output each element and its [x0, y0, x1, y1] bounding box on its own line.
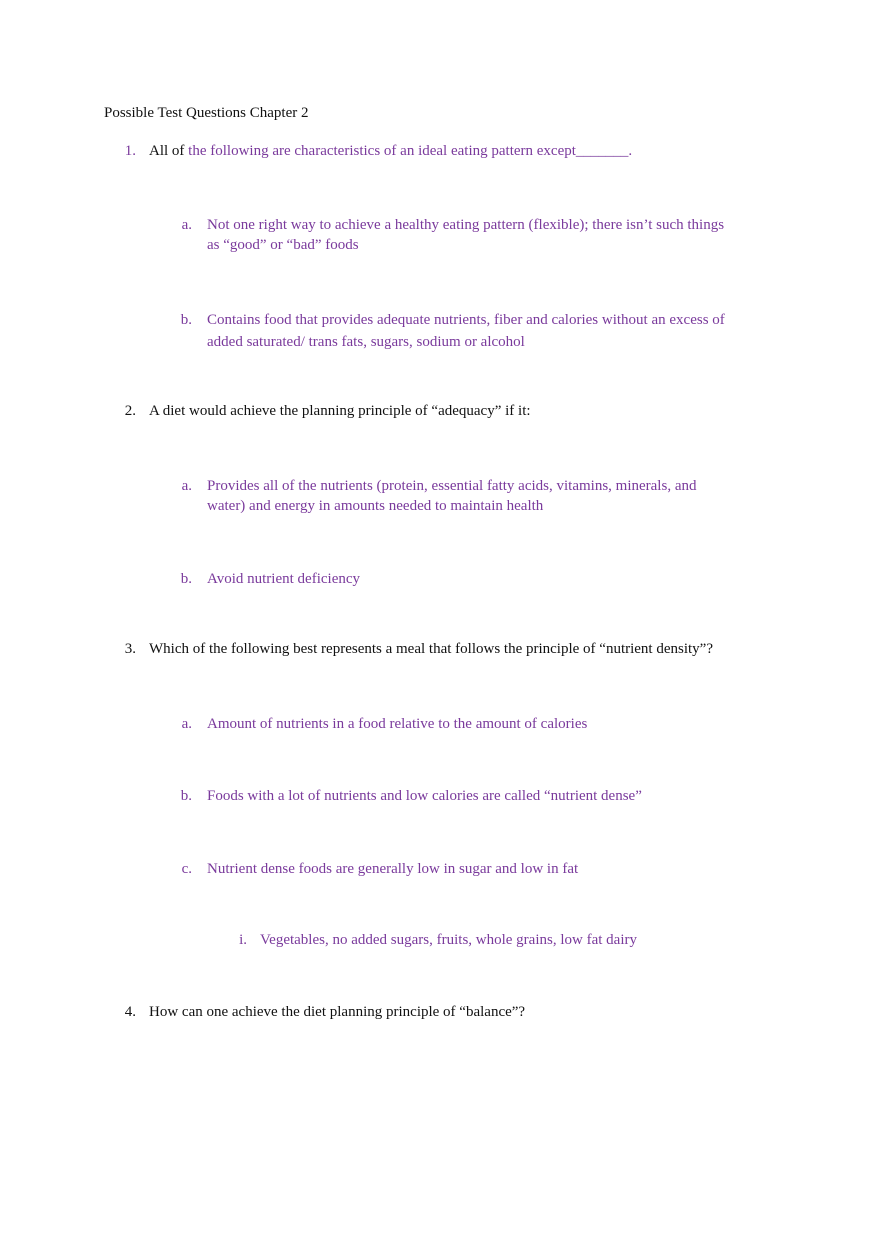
answer-text: Nutrient dense foods are generally low in sugar and low in fat — [207, 861, 579, 877]
question-text-lead: All of — [149, 143, 189, 159]
answer-text: Foods with a lot of nutrients and low calories are called “nutrient dense” — [207, 788, 642, 804]
answer-letter: a. — [181, 478, 192, 494]
answer-line: as “good” or “bad” foods — [207, 237, 359, 253]
answer-line: Provides all of the nutrients (protein, essential fatty acids, vitamins, minerals, and — [207, 478, 697, 494]
answer-letter: a. — [181, 217, 192, 233]
answer-text — [207, 476, 767, 516]
question-number: 2. — [124, 403, 136, 419]
answer-letter: b. — [180, 312, 192, 328]
answer-text — [207, 215, 767, 255]
sub-answer-letter: i. — [239, 932, 247, 948]
document-title: Possible Test Questions Chapter 2 — [104, 105, 309, 121]
question-number: 4. — [124, 1004, 136, 1020]
answer-line: Not one right way to achieve a healthy eating pattern (flexible); there isn’t such things — [207, 217, 725, 233]
answer-line: Contains food that provides adequate nutrients, fiber and calories without an excess of — [207, 312, 725, 328]
answer-line: water) and energy in amounts needed to maintain health — [207, 498, 544, 514]
question-number: 3. — [124, 641, 136, 657]
answer-letter: b. — [180, 788, 192, 804]
answer-letter: a. — [181, 716, 192, 732]
question-text-rest: the following are characteristics of an ideal eating pattern except_______. — [188, 143, 633, 159]
question-text: A diet would achieve the planning principle of “adequacy” if it: — [149, 403, 531, 419]
answer-letter: c. — [181, 861, 192, 877]
question-number: 1. — [124, 143, 136, 159]
question-text: How can one achieve the diet planning principle of “balance”? — [149, 1004, 526, 1020]
answer-text — [207, 309, 767, 353]
question-text — [149, 143, 632, 160]
answer-letter: b. — [180, 571, 192, 587]
answer-text: Avoid nutrient deficiency — [207, 571, 361, 587]
answer-line: added saturated/ trans fats, sugars, sodium or alcohol — [207, 334, 525, 350]
sub-answer-text: Vegetables, no added sugars, fruits, whole grains, low fat dairy — [260, 932, 637, 948]
question-text: Which of the following best represents a meal that follows the principle of “nutrient density”? — [149, 641, 713, 657]
answer-text: Amount of nutrients in a food relative to the amount of calories — [207, 716, 588, 732]
